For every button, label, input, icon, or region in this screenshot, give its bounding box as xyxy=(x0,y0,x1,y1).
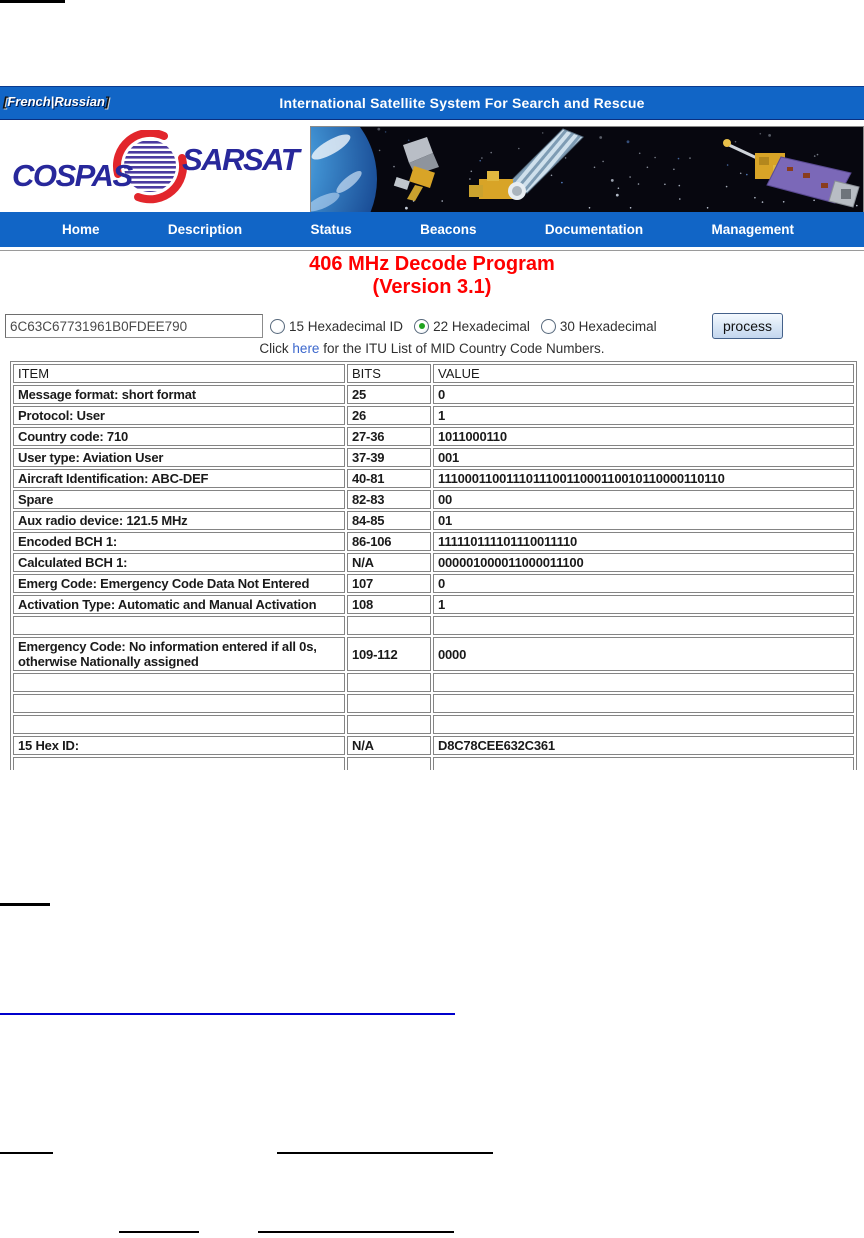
column-header-bits: BITS xyxy=(347,364,431,383)
cell-bits xyxy=(347,616,431,635)
cell-bits: 26 xyxy=(347,406,431,425)
cell-item: Calculated BCH 1: xyxy=(13,553,345,572)
radio-label: 15 Hexadecimal ID xyxy=(289,318,404,334)
nav-item-status[interactable]: Status xyxy=(310,222,352,237)
cell-item: Emergency Code: No information entered if all 0s, otherwise Nationally assigned xyxy=(13,637,345,671)
hex-format-radio-group xyxy=(270,313,657,339)
table-row xyxy=(13,406,854,425)
cell-bits: 27-36 xyxy=(347,427,431,446)
cell-bits: N/A xyxy=(347,736,431,755)
cell-value: 00 xyxy=(433,490,854,509)
itu-here-link[interactable]: here xyxy=(292,341,320,356)
radio-option-30-hex[interactable] xyxy=(541,319,657,334)
cell-bits: 25 xyxy=(347,385,431,404)
language-links-open-bracket: [ xyxy=(3,94,8,109)
nav-item-beacons[interactable]: Beacons xyxy=(420,222,477,237)
table-body xyxy=(13,385,854,770)
decode-table xyxy=(10,361,857,770)
cell-value xyxy=(433,715,854,734)
nav-bar xyxy=(0,212,864,247)
cell-item xyxy=(13,757,345,770)
itu-caption-suffix: for the ITU List of MID Country Code Numbers. xyxy=(319,341,605,356)
table-row xyxy=(13,637,854,671)
cell-value xyxy=(433,673,854,692)
cell-value: 01 xyxy=(433,511,854,530)
cell-item xyxy=(13,694,345,713)
table-row xyxy=(13,490,854,509)
top-left-underline-artifact xyxy=(0,0,65,3)
cell-item: Encoded BCH 1: xyxy=(13,532,345,551)
radio-label: 30 Hexadecimal xyxy=(559,318,657,334)
cell-bits: N/A xyxy=(347,553,431,572)
cell-bits: 84-85 xyxy=(347,511,431,530)
cell-value: 000001000011000011100 xyxy=(433,553,854,572)
table-row xyxy=(13,595,854,614)
bare-underline-5 xyxy=(258,1231,454,1233)
bare-underline-2 xyxy=(0,1152,53,1154)
table-row xyxy=(13,715,854,734)
itu-caption-prefix: Click xyxy=(259,341,293,356)
radio-button-icon[interactable] xyxy=(541,319,556,334)
bare-underline-3 xyxy=(277,1152,493,1154)
cell-value: 111110111101110011110 xyxy=(433,532,854,551)
process-button[interactable]: process xyxy=(712,313,783,339)
cell-item: Protocol: User xyxy=(13,406,345,425)
table-row xyxy=(13,532,854,551)
cell-bits: 82-83 xyxy=(347,490,431,509)
page-title-line2: (Version 3.1) xyxy=(372,276,492,298)
nav-item-description[interactable]: Description xyxy=(167,222,243,237)
cell-item: Emerg Code: Emergency Code Data Not Entered xyxy=(13,574,345,593)
radio-option-22-hex[interactable] xyxy=(414,319,530,334)
logo-globe-icon xyxy=(124,140,176,192)
logo-word-sarsat: SARSAT xyxy=(182,142,299,177)
cell-value: 0 xyxy=(433,385,854,404)
cell-bits xyxy=(347,694,431,713)
cell-value: 1 xyxy=(433,595,854,614)
cospas-sarsat-logo xyxy=(12,130,307,210)
cell-item: Spare xyxy=(13,490,345,509)
cell-value: 1011000110 xyxy=(433,427,854,446)
logo-word-cospas: COSPAS xyxy=(12,158,132,193)
page-title xyxy=(0,253,864,299)
cell-item: Aux radio device: 121.5 MHz xyxy=(13,511,345,530)
cell-value: 0000 xyxy=(433,637,854,671)
cell-value xyxy=(433,757,854,770)
cell-bits xyxy=(347,673,431,692)
cell-bits: 40-81 xyxy=(347,469,431,488)
cell-item: User type: Aviation User xyxy=(13,448,345,467)
nav-item-documentation[interactable]: Documentation xyxy=(544,222,644,237)
satellite-banner-image xyxy=(310,126,864,213)
cell-value xyxy=(433,694,854,713)
radio-option-15-hex[interactable] xyxy=(270,319,403,334)
banner-title: International Satellite System For Search and Rescue xyxy=(279,95,645,111)
header-bar xyxy=(0,86,864,121)
cell-bits: 109-112 xyxy=(347,637,431,671)
cell-item: Activation Type: Automatic and Manual Activation xyxy=(13,595,345,614)
bare-link-underline-blue[interactable] xyxy=(0,1013,455,1015)
itu-caption xyxy=(0,341,864,356)
table-header-row xyxy=(13,364,854,383)
table-row xyxy=(13,385,854,404)
table-row xyxy=(13,511,854,530)
cell-item: Aircraft Identification: ABC-DEF xyxy=(13,469,345,488)
radio-button-icon[interactable] xyxy=(270,319,285,334)
table-row xyxy=(13,736,854,755)
language-links[interactable] xyxy=(3,94,109,109)
cell-value: 001 xyxy=(433,448,854,467)
bare-underline-4 xyxy=(119,1231,199,1233)
cell-bits: 108 xyxy=(347,595,431,614)
table-row xyxy=(13,427,854,446)
cell-value xyxy=(433,616,854,635)
radio-label: 22 Hexadecimal xyxy=(433,318,530,334)
nav-item-home[interactable]: Home xyxy=(62,222,100,237)
cell-value: 1 xyxy=(433,406,854,425)
cell-bits xyxy=(347,715,431,734)
column-header-value: VALUE xyxy=(433,364,854,383)
decode-table-container xyxy=(10,361,857,770)
bare-underline-1 xyxy=(0,903,50,906)
cell-value: 0 xyxy=(433,574,854,593)
cell-item: 15 Hex ID: xyxy=(13,736,345,755)
cell-item: Message format: short format xyxy=(13,385,345,404)
cell-item xyxy=(13,715,345,734)
language-links-close-bracket: ] xyxy=(104,94,110,109)
table-row xyxy=(13,616,854,635)
logo-strip xyxy=(0,120,864,212)
nav-item-management[interactable]: Management xyxy=(711,222,794,237)
table-row xyxy=(13,448,854,467)
radio-button-icon[interactable] xyxy=(414,319,429,334)
table-row xyxy=(13,469,854,488)
hex-id-input[interactable] xyxy=(5,314,263,338)
language-links-text[interactable]: French|Russian xyxy=(7,94,105,109)
cell-bits: 107 xyxy=(347,574,431,593)
cell-value: D8C78CEE632C361 xyxy=(433,736,854,755)
cell-bits: 86-106 xyxy=(347,532,431,551)
table-row xyxy=(13,553,854,572)
cell-bits xyxy=(347,757,431,770)
table-row xyxy=(13,673,854,692)
table-row xyxy=(13,694,854,713)
cell-item xyxy=(13,616,345,635)
page-title-line1: 406 MHz Decode Program xyxy=(309,253,555,275)
cell-bits: 37-39 xyxy=(347,448,431,467)
column-header-item: ITEM xyxy=(13,364,345,383)
cell-value: 111000110011101110011000110010110000110110 xyxy=(433,469,854,488)
table-row xyxy=(13,574,854,593)
cell-item xyxy=(13,673,345,692)
table-row xyxy=(13,757,854,770)
cell-item: Country code: 710 xyxy=(13,427,345,446)
